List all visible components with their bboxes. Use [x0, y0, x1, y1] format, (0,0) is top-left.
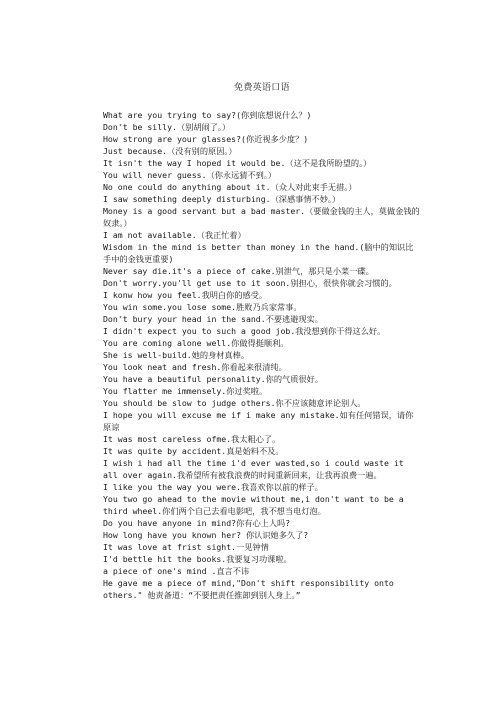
phrase-line: Don't bury your head in the sand.不要逃避现实。	[103, 314, 323, 324]
phrase-line: It was most careless ofme.我太粗心了。	[103, 434, 281, 444]
phrase-line: How long have you known her? 你认识她多久了?	[103, 530, 309, 540]
phrase-line: You win some.you lose some.胜败乃兵家常事。	[103, 302, 302, 312]
phrase-line: He gave me a piece of mind,"Don't shift responsibility onto others." 他责备道：“不要把责任推卸到别人身上。”	[103, 578, 399, 600]
phrase-line: Don't worry.you'll get use to it soon.别担心，很快你就会习惯的。	[103, 278, 397, 288]
phrase-line: I wish i had all the time i'd ever wasted,so i could waste it all over again.我希望所有被我浪费的时间重新回来，让我再浪费一遍。	[103, 458, 409, 480]
phrase-line: No one could do anything about it.（众人对此束手无措。）	[103, 182, 357, 192]
phrase-line: You have a beautiful personality.你的气质很好。	[103, 374, 323, 384]
phrase-line: You should be slow to judge others.你不应该随意评论别人。	[103, 398, 366, 408]
phrase-line: I'd bettle hit the books.我要复习功课啦。	[103, 554, 292, 564]
phrase-line: It was love at frist sight.一见钟情	[103, 542, 269, 552]
phrase-line: Money is a good servant but a bad master.（要做金钱的主人，莫做金钱的奴隶。）	[103, 206, 420, 228]
phrase-line: Never say die.it's a piece of cake.别泄气，那只是小菜一碟。	[103, 266, 374, 276]
phrase-line: You are coming alone well.你做得挺顺利。	[103, 338, 289, 348]
phrase-line: It was quite by accident.真是始料不及。	[103, 446, 284, 456]
document-title: 免费英语口语	[234, 83, 290, 93]
phrase-line: a piece of one's mind .直言不讳	[103, 566, 250, 576]
phrase-line: I like you the way you were.我喜欢你以前的样子。	[103, 482, 323, 492]
phrase-line: Wisdom in the mind is better than money in the hand.(脑中的知识比手中的金钱更重要)	[103, 242, 414, 264]
phrase-line: It isn't the way I hoped it would be.（这不是我所盼望的。）	[103, 158, 372, 168]
phrase-list	[103, 109, 421, 601]
phrase-line: She is well-build.她的身材真棒。	[103, 350, 250, 360]
phrase-line: Do you have anyone in mind?你有心上人吗?	[103, 518, 291, 528]
phrase-line: What are you trying to say?(你到底想说什么？)	[103, 110, 312, 120]
phrase-line: You flatter me immensely.你过奖啦。	[103, 386, 268, 396]
phrase-line: You will never guess.（你永远猜不到。）	[103, 170, 277, 180]
phrase-line: You two go ahead to the movie without me,i don't want to be a third wheel.你们两个自己去看电影吧，我不想当电灯泡。	[103, 494, 409, 516]
phrase-line: I hope you will excuse me if i make any mistake.如有任何错误，请你原谅	[103, 410, 414, 432]
phrase-line: Don't be silly.（别胡闹了。）	[103, 122, 231, 132]
phrase-line: You look neat and fresh.你看起来很清纯。	[103, 362, 287, 372]
phrase-line: I saw something deeply disturbing.（深感事情不妙。）	[103, 194, 341, 204]
phrase-line: I didn't expect you to such a good job.我没想到你干得这么好。	[103, 326, 386, 336]
phrase-line: I konw how you feel.我明白你的感受。	[103, 290, 268, 300]
phrase-line: I am not available.（我正忙着）	[103, 230, 246, 240]
phrase-line: How strong are your glasses?(你近视多少度？)	[103, 134, 309, 144]
phrase-line: Just because.（没有别的原因。）	[103, 146, 237, 156]
document-page	[103, 82, 421, 601]
